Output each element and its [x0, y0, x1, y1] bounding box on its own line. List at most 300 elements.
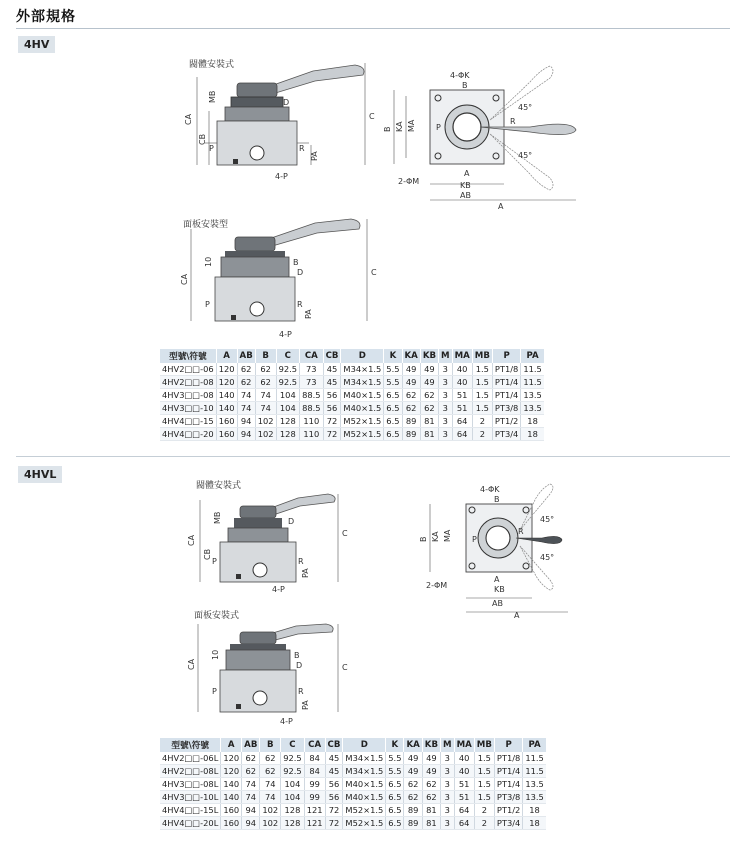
table-cell: 102 — [260, 817, 281, 830]
table-cell: 3 — [439, 376, 453, 389]
table-header: K — [386, 738, 404, 752]
table-cell: 3 — [439, 389, 453, 402]
table-cell: 45 — [325, 752, 343, 765]
svg-text:KB: KB — [460, 181, 471, 190]
table-cell: 62 — [237, 376, 255, 389]
table-cell: 120 — [221, 765, 242, 778]
table-cell: PT1/2 — [494, 804, 522, 817]
table-cell: 128 — [276, 428, 299, 441]
svg-text:MA: MA — [407, 119, 416, 132]
table-cell: 13.5 — [521, 402, 544, 415]
table-cell: 94 — [242, 817, 260, 830]
model-cell: 4HV3□□-10 — [160, 402, 216, 415]
table-header: KB — [422, 738, 440, 752]
table-cell: PT3/4 — [494, 817, 522, 830]
title-rule — [16, 28, 730, 29]
table-cell: M40×1.5 — [343, 778, 386, 791]
table-cell: 160 — [216, 415, 237, 428]
model-cell: 4HV4□□-15L — [160, 804, 221, 817]
table-cell: 56 — [323, 389, 341, 402]
table-cell: 49 — [420, 376, 438, 389]
table-cell: 45 — [323, 376, 341, 389]
model-cell: 4HV2□□-08L — [160, 765, 221, 778]
table-cell: 51 — [452, 402, 472, 415]
table-cell: 40 — [452, 363, 472, 376]
table-cell: 5.5 — [386, 765, 404, 778]
table-cell: PT3/4 — [492, 428, 520, 441]
table-cell: 92.5 — [281, 765, 304, 778]
table-cell: 56 — [325, 778, 343, 791]
table-cell: M40×1.5 — [343, 791, 386, 804]
table-cell: 51 — [454, 791, 474, 804]
table-cell: 74 — [260, 791, 281, 804]
svg-text:10: 10 — [204, 256, 213, 267]
svg-text:R: R — [510, 117, 516, 126]
table-cell: PT3/8 — [494, 791, 522, 804]
table-cell: 40 — [452, 376, 472, 389]
table-header: A — [216, 349, 237, 363]
table-header: C — [281, 738, 304, 752]
svg-text:PA: PA — [310, 151, 319, 161]
svg-text:C: C — [342, 663, 348, 672]
front-view-drawing-l — [410, 480, 590, 620]
table-cell: 6.5 — [386, 791, 404, 804]
table-cell: 13.5 — [523, 778, 546, 791]
table-header: AB — [242, 738, 260, 752]
table-cell: 1.5 — [474, 791, 494, 804]
table-cell: 3 — [439, 415, 453, 428]
svg-text:4-P: 4-P — [275, 172, 288, 181]
table-cell: 64 — [452, 415, 472, 428]
table-cell: 6.5 — [386, 817, 404, 830]
table-cell: 45 — [323, 363, 341, 376]
table-cell: 72 — [325, 804, 343, 817]
svg-text:A: A — [464, 169, 470, 178]
svg-text:D: D — [296, 661, 303, 670]
table-cell: 3 — [441, 804, 455, 817]
table-cell: 5.5 — [384, 363, 402, 376]
svg-text:45°: 45° — [518, 151, 533, 160]
table-cell: 64 — [454, 817, 474, 830]
table-cell: 62 — [402, 389, 420, 402]
table-cell: PT1/4 — [492, 389, 520, 402]
table-cell: M52×1.5 — [341, 428, 384, 441]
table-row — [160, 778, 546, 791]
table-cell: 2 — [474, 817, 494, 830]
table-cell: 62 — [260, 752, 281, 765]
table-cell: 1.5 — [472, 363, 492, 376]
table-cell: 140 — [221, 791, 242, 804]
svg-text:R: R — [298, 557, 304, 566]
model-cell: 4HV2□□-08 — [160, 376, 216, 389]
svg-text:A: A — [494, 575, 500, 584]
table-cell: 140 — [216, 389, 237, 402]
table-cell: 6.5 — [384, 402, 402, 415]
table-cell: 6.5 — [386, 778, 404, 791]
table-row — [160, 804, 546, 817]
table-cell: 128 — [281, 817, 304, 830]
table-cell: PT1/2 — [492, 415, 520, 428]
table-header-row — [160, 349, 544, 363]
table-cell: 81 — [420, 415, 438, 428]
table-cell: 51 — [452, 389, 472, 402]
svg-text:D: D — [297, 268, 304, 277]
svg-text:MB: MB — [213, 511, 222, 524]
table-header: M — [439, 349, 453, 363]
table-header: MA — [454, 738, 474, 752]
table-cell: 110 — [300, 415, 323, 428]
table-cell: 11.5 — [521, 376, 544, 389]
side-view-drawing — [175, 55, 375, 195]
svg-text:KA: KA — [431, 531, 440, 542]
svg-text:B: B — [293, 258, 299, 267]
table-cell: 62 — [237, 363, 255, 376]
table-cell: 74 — [242, 778, 260, 791]
table-cell: 104 — [276, 389, 299, 402]
table-cell: 1.5 — [474, 752, 494, 765]
table-cell: 121 — [304, 804, 325, 817]
table-cell: 102 — [260, 804, 281, 817]
table-cell: PT1/8 — [494, 752, 522, 765]
table-cell: 62 — [242, 765, 260, 778]
table-cell: 1.5 — [474, 778, 494, 791]
side-view-drawing-l — [180, 476, 360, 596]
table-cell: 49 — [402, 363, 420, 376]
svg-text:B: B — [383, 126, 392, 132]
panel-mount-drawing — [175, 215, 375, 340]
table-cell: PT1/8 — [492, 363, 520, 376]
table-cell: 3 — [439, 363, 453, 376]
table-cell: 56 — [325, 791, 343, 804]
table-cell: 3 — [441, 791, 455, 804]
table-cell: 81 — [422, 804, 440, 817]
svg-text:閥體安裝式: 閥體安裝式 — [196, 481, 242, 491]
model-cell: 4HV3□□-10L — [160, 791, 221, 804]
model-cell: 4HV3□□-08 — [160, 389, 216, 402]
table-cell: 49 — [422, 765, 440, 778]
table-cell: 11.5 — [523, 752, 546, 765]
svg-text:P: P — [212, 557, 217, 566]
svg-text:R: R — [297, 300, 303, 309]
table-cell: 49 — [420, 363, 438, 376]
table-cell: 120 — [221, 752, 242, 765]
table-cell: 62 — [404, 778, 422, 791]
svg-text:PA: PA — [301, 568, 310, 578]
table-cell: 11.5 — [521, 363, 544, 376]
table-cell: 88.5 — [300, 389, 323, 402]
table-cell: 45 — [325, 765, 343, 778]
svg-text:4-P: 4-P — [272, 585, 285, 594]
section-label-4hvl: 4HVL — [18, 466, 62, 483]
table-cell: 5.5 — [384, 376, 402, 389]
table-header: M — [441, 738, 455, 752]
table-cell: 94 — [237, 415, 255, 428]
table-cell: 62 — [420, 389, 438, 402]
table-cell: M34×1.5 — [343, 752, 386, 765]
svg-text:B: B — [462, 81, 468, 90]
table-cell: 2 — [474, 804, 494, 817]
table-cell: 92.5 — [276, 376, 299, 389]
table-cell: PT1/4 — [494, 778, 522, 791]
table-header: PA — [523, 738, 546, 752]
table-row — [160, 791, 546, 804]
svg-text:10: 10 — [211, 649, 220, 660]
table-cell: 62 — [255, 376, 276, 389]
table-header: CA — [304, 738, 325, 752]
table-cell: 56 — [323, 402, 341, 415]
table-row — [160, 765, 546, 778]
table-cell: 18 — [523, 804, 546, 817]
model-cell: 4HV2□□-06 — [160, 363, 216, 376]
svg-text:D: D — [283, 98, 290, 107]
table-cell: M34×1.5 — [341, 376, 384, 389]
table-cell: 140 — [221, 778, 242, 791]
spec-table-4hvl — [160, 738, 546, 830]
table-cell: PT3/8 — [492, 402, 520, 415]
svg-text:AB: AB — [492, 599, 503, 608]
svg-text:P: P — [436, 123, 441, 132]
svg-text:AB: AB — [460, 191, 471, 200]
table-cell: 18 — [523, 817, 546, 830]
table-cell: 84 — [304, 752, 325, 765]
table-cell: 2 — [472, 428, 492, 441]
table-cell: 1.5 — [472, 389, 492, 402]
table-header: 型號\符號 — [160, 349, 216, 363]
table-header: P — [492, 349, 520, 363]
model-cell: 4HV4□□-20 — [160, 428, 216, 441]
svg-text:4-P: 4-P — [280, 717, 293, 726]
table-cell: 74 — [255, 402, 276, 415]
table-cell: 81 — [420, 428, 438, 441]
table-header: KA — [402, 349, 420, 363]
table-header: D — [341, 349, 384, 363]
svg-text:R: R — [299, 144, 305, 153]
spec-table-4hv — [160, 349, 544, 441]
table-cell: 11.5 — [523, 765, 546, 778]
table-cell: 99 — [304, 791, 325, 804]
svg-text:PA: PA — [304, 309, 313, 319]
table-cell: 5.5 — [386, 752, 404, 765]
table-cell: PT1/4 — [492, 376, 520, 389]
svg-text:4-ΦK: 4-ΦK — [480, 485, 500, 494]
table-cell: 94 — [242, 804, 260, 817]
svg-text:CA: CA — [184, 113, 193, 125]
svg-text:A: A — [514, 611, 520, 620]
table-cell: 3 — [439, 402, 453, 415]
table-cell: 121 — [304, 817, 325, 830]
table-cell: 73 — [300, 363, 323, 376]
section-divider — [16, 456, 730, 457]
table-cell: M52×1.5 — [343, 804, 386, 817]
table-cell: 62 — [422, 791, 440, 804]
table-cell: 120 — [216, 363, 237, 376]
table-cell: 72 — [323, 415, 341, 428]
svg-text:P: P — [472, 535, 477, 544]
svg-text:2-ΦM: 2-ΦM — [426, 581, 448, 590]
table-cell: 94 — [237, 428, 255, 441]
table-cell: 62 — [260, 765, 281, 778]
svg-text:CA: CA — [187, 658, 196, 670]
model-cell: 4HV4□□-15 — [160, 415, 216, 428]
table-cell: 13.5 — [523, 791, 546, 804]
svg-text:4-ΦK: 4-ΦK — [450, 71, 470, 80]
table-cell: 62 — [242, 752, 260, 765]
table-header: K — [384, 349, 402, 363]
svg-text:45°: 45° — [540, 553, 555, 562]
table-cell: 49 — [404, 752, 422, 765]
table-cell: 1.5 — [472, 402, 492, 415]
table-cell: 160 — [221, 817, 242, 830]
table-header: AB — [237, 349, 255, 363]
svg-text:面板安裝型: 面板安裝型 — [183, 220, 229, 230]
svg-text:45°: 45° — [540, 515, 555, 524]
table-cell: 104 — [276, 402, 299, 415]
svg-text:P: P — [205, 300, 210, 309]
table-cell: 102 — [255, 415, 276, 428]
table-cell: 3 — [441, 778, 455, 791]
svg-text:KB: KB — [494, 585, 505, 594]
table-row — [160, 752, 546, 765]
svg-text:45°: 45° — [518, 103, 533, 112]
table-cell: 1.5 — [474, 765, 494, 778]
table-cell: 120 — [216, 376, 237, 389]
table-cell: 62 — [255, 363, 276, 376]
svg-text:MB: MB — [208, 90, 217, 103]
table-cell: 18 — [521, 428, 544, 441]
table-header: MB — [474, 738, 494, 752]
table-cell: M34×1.5 — [343, 765, 386, 778]
svg-text:B: B — [419, 536, 428, 542]
table-row — [160, 363, 544, 376]
model-cell: 4HV3□□-08L — [160, 778, 221, 791]
svg-text:R: R — [298, 687, 304, 696]
table-cell: 104 — [281, 778, 304, 791]
table-header: CA — [300, 349, 323, 363]
svg-text:C: C — [342, 529, 348, 538]
svg-text:閥體安裝式: 閥體安裝式 — [189, 60, 235, 70]
table-cell: 62 — [420, 402, 438, 415]
table-cell: 74 — [237, 402, 255, 415]
table-cell: 73 — [300, 376, 323, 389]
svg-text:A: A — [498, 202, 504, 211]
table-cell: 140 — [216, 402, 237, 415]
model-cell: 4HV2□□-06L — [160, 752, 221, 765]
table-row — [160, 402, 544, 415]
table-header: KA — [404, 738, 422, 752]
table-header: B — [260, 738, 281, 752]
svg-text:D: D — [288, 517, 295, 526]
panel-mount-drawing-l — [180, 604, 360, 729]
table-cell: 40 — [454, 765, 474, 778]
table-cell: M52×1.5 — [341, 415, 384, 428]
svg-text:4-P: 4-P — [279, 330, 292, 339]
table-header-row — [160, 738, 546, 752]
table-cell: 3 — [439, 428, 453, 441]
table-cell: 160 — [221, 804, 242, 817]
table-header: D — [343, 738, 386, 752]
table-cell: 74 — [255, 389, 276, 402]
svg-text:B: B — [294, 651, 300, 660]
table-cell: PT1/4 — [494, 765, 522, 778]
table-cell: M52×1.5 — [343, 817, 386, 830]
page-title: 外部規格 — [16, 9, 76, 25]
table-cell: 89 — [402, 415, 420, 428]
table-header: MB — [472, 349, 492, 363]
table-cell: 102 — [255, 428, 276, 441]
table-header: PA — [521, 349, 544, 363]
svg-text:MA: MA — [443, 529, 452, 542]
table-header: C — [276, 349, 299, 363]
table-cell: 51 — [454, 778, 474, 791]
table-header: CB — [323, 349, 341, 363]
table-cell: 18 — [521, 415, 544, 428]
table-cell: M34×1.5 — [341, 363, 384, 376]
svg-text:CA: CA — [180, 273, 189, 285]
table-header: B — [255, 349, 276, 363]
table-cell: 104 — [281, 791, 304, 804]
svg-text:KA: KA — [395, 121, 404, 132]
table-cell: 89 — [404, 817, 422, 830]
table-cell: 84 — [304, 765, 325, 778]
table-cell: 6.5 — [384, 415, 402, 428]
table-cell: 3 — [441, 752, 455, 765]
svg-text:2-ΦM: 2-ΦM — [398, 177, 420, 186]
table-cell: M40×1.5 — [341, 402, 384, 415]
table-cell: 160 — [216, 428, 237, 441]
table-row — [160, 817, 546, 830]
svg-text:CA: CA — [187, 534, 196, 546]
table-cell: 40 — [454, 752, 474, 765]
table-cell: 89 — [404, 804, 422, 817]
table-cell: 1.5 — [472, 376, 492, 389]
svg-text:CB: CB — [198, 133, 207, 145]
table-cell: 6.5 — [384, 428, 402, 441]
table-cell: 62 — [402, 402, 420, 415]
table-cell: 6.5 — [386, 804, 404, 817]
table-cell: 6.5 — [384, 389, 402, 402]
table-cell: 128 — [281, 804, 304, 817]
svg-text:R: R — [518, 527, 524, 536]
table-cell: 99 — [304, 778, 325, 791]
svg-text:PA: PA — [301, 700, 310, 710]
table-cell: 62 — [404, 791, 422, 804]
svg-text:C: C — [371, 268, 377, 277]
table-cell: 3 — [441, 765, 455, 778]
table-cell: 49 — [422, 752, 440, 765]
table-cell: 74 — [242, 791, 260, 804]
table-header: CB — [325, 738, 343, 752]
table-cell: 2 — [472, 415, 492, 428]
table-header: MA — [452, 349, 472, 363]
table-row — [160, 376, 544, 389]
svg-text:B: B — [494, 495, 500, 504]
table-header: P — [494, 738, 522, 752]
table-cell: 74 — [260, 778, 281, 791]
table-header: KB — [420, 349, 438, 363]
front-view-drawing — [380, 60, 590, 210]
table-cell: 128 — [276, 415, 299, 428]
table-cell: 13.5 — [521, 389, 544, 402]
table-cell: M40×1.5 — [341, 389, 384, 402]
table-cell: 49 — [404, 765, 422, 778]
table-cell: 64 — [454, 804, 474, 817]
svg-text:P: P — [212, 687, 217, 696]
table-cell: 92.5 — [281, 752, 304, 765]
table-row — [160, 415, 544, 428]
svg-text:P: P — [209, 144, 214, 153]
table-cell: 110 — [300, 428, 323, 441]
table-cell: 62 — [422, 778, 440, 791]
